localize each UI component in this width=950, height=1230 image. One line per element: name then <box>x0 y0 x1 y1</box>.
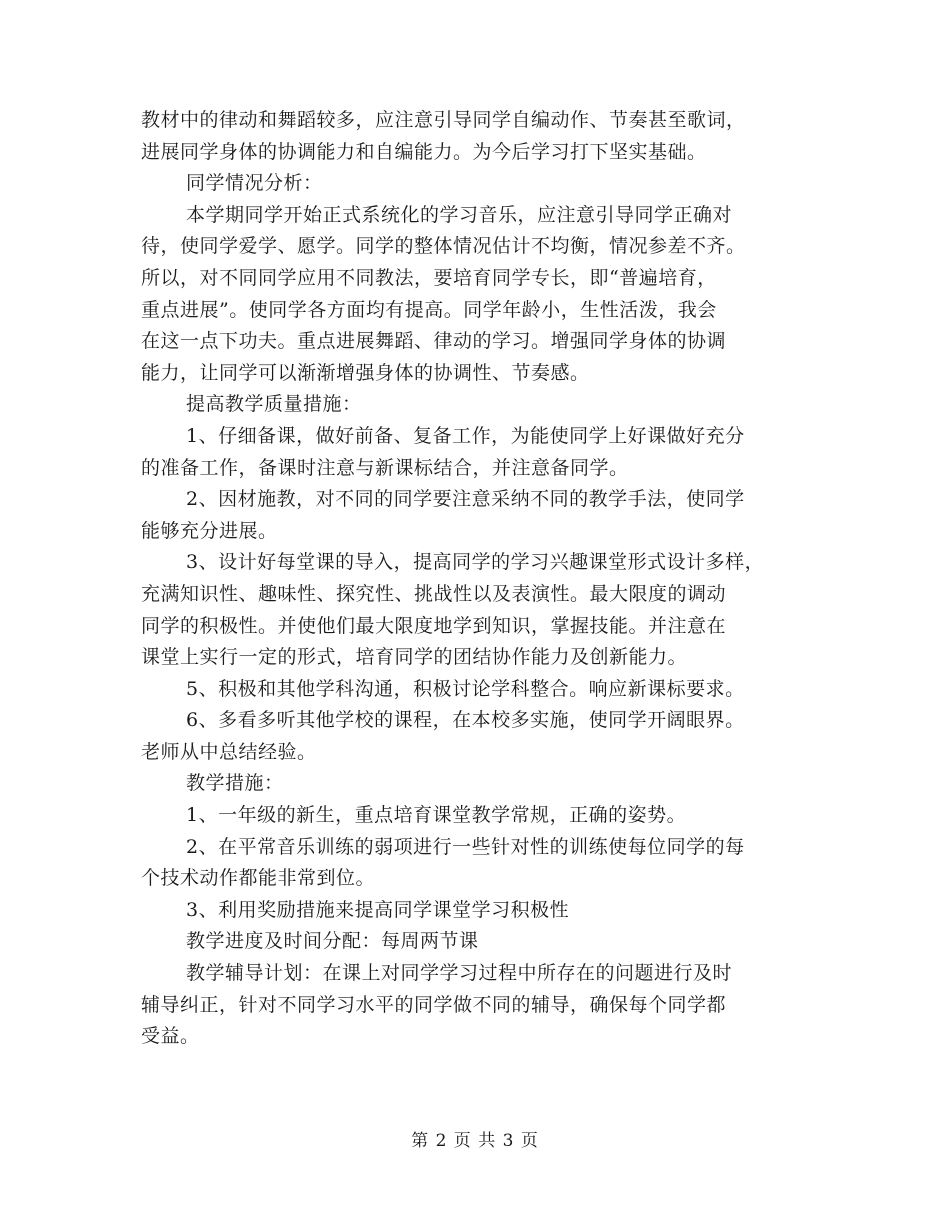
text-line: 教学辅导计划：在课上对同学学习过程中所存在的问题进行及时 <box>186 962 733 985</box>
text-line: 在这一点下功夫。重点进展舞蹈、律动的学习。增强同学身体的协调 <box>141 330 727 353</box>
text-line: 所以，对不同同学应用不同教法，要培育同学专长，即“普遍培育， <box>141 266 717 289</box>
text-line: 教学措施： <box>186 772 284 795</box>
text-line: 个技术动作都能非常到位。 <box>141 867 376 890</box>
text-line: 充满知识性、趣味性、探究性、挑战性以及表演性。最大限度的调动 <box>141 582 727 605</box>
text-line: 1、仔细备课，做好前备、复备工作，为能使同学上好课做好充分 <box>186 424 745 447</box>
text-line: 教材中的律动和舞蹈较多，应注意引导同学自编动作、节奏甚至歌词， <box>141 109 746 131</box>
text-line: 辅导纠正，针对不同学习水平的同学做不同的辅导，确保每个同学都 <box>141 993 727 1016</box>
text-line: 受益。 <box>141 1025 200 1048</box>
text-line: 1、一年级的新生，重点培育课堂教学常规，正确的姿势。 <box>186 804 687 827</box>
text-line: 2、在平常音乐训练的弱项进行一些针对性的训练使每位同学的每 <box>186 835 745 858</box>
text-line: 能力，让同学可以渐渐增强身体的协调性、节奏感。 <box>141 361 590 384</box>
text-line: 同学的积极性。并使他们最大限度地学到知识，掌握技能。并注意在 <box>141 614 727 637</box>
page-number-footer: 第 2 页 共 3 页 <box>411 1131 539 1151</box>
text-line: 重点进展”。使同学各方面均有提高。同学年龄小，生性活泼，我会 <box>141 298 717 321</box>
text-line: 提高教学质量措施： <box>186 393 362 416</box>
text-line: 同学情况分析： <box>186 172 323 195</box>
text-line: 能够充分进展。 <box>141 519 278 542</box>
text-line: 本学期同学开始正式系统化的学习音乐，应注意引导同学正确对 <box>186 203 733 226</box>
text-line: 6、多看多听其他学校的课程，在本校多实施，使同学开阔眼界。 <box>186 709 745 732</box>
text-line: 进展同学身体的协调能力和自编能力。为今后学习打下坚实基础。 <box>141 140 707 163</box>
text-line: 的准备工作，备课时注意与新课标结合，并注意备同学。 <box>141 456 629 479</box>
text-line: 待，使同学爱学、愿学。同学的整体情况估计不均衡，情况参差不齐。 <box>141 235 746 258</box>
document-body <box>141 105 821 1053</box>
text-line: 课堂上实行一定的形式，培育同学的团结协作能力及创新能力。 <box>141 646 688 669</box>
text-line: 5、积极和其他学科沟通，积极讨论学科整合。响应新课标要求。 <box>186 677 745 700</box>
text-line: 老师从中总结经验。 <box>141 740 317 763</box>
text-line: 3、利用奖励措施来提高同学课堂学习积极性 <box>186 898 570 921</box>
text-line: 2、因材施教，对不同的同学要注意采纳不同的教学手法，使同学 <box>186 488 745 511</box>
text-line: 3、设计好每堂课的导入，提高同学的学习兴趣课堂形式设计多样， <box>186 551 765 574</box>
text-line: 教学进度及时间分配：每周两节课 <box>186 930 479 953</box>
